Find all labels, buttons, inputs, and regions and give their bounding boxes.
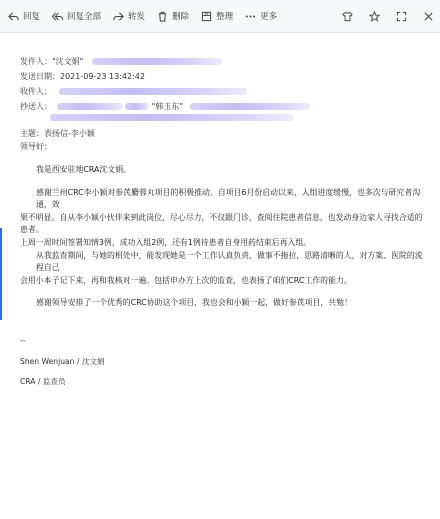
left-accent-bar: [0, 228, 2, 320]
from-name[interactable]: "沈文娟": [52, 57, 84, 66]
mail-toolbar: [0, 0, 440, 33]
organize-icon: [201, 11, 212, 22]
trash-icon: [157, 11, 168, 22]
from-row: [20, 56, 222, 67]
more-icon: [245, 11, 256, 22]
greeting: 领导好：: [20, 142, 52, 151]
delete-label: 删除: [172, 12, 190, 22]
reply-icon: [8, 11, 19, 22]
body-p4: 感谢领导安排了一个优秀的CRC协助这个项目，我也会和小颖一起，做好参芪项目，共勉！: [36, 298, 352, 308]
forward-label: 转发: [128, 12, 146, 22]
cc-row: [20, 101, 310, 112]
redacted-email: [92, 58, 222, 65]
signature-name: Shen Wenjuan / 沈文娟: [20, 357, 105, 366]
redacted-cc-1: [57, 103, 123, 110]
forward-button[interactable]: [113, 6, 145, 26]
subject-text: 表扬信-李小颖: [44, 129, 95, 138]
body-p2-line3: 上周一周时间签署知情3例，成功入组2例，还有1例待患者自身用药结束后再入组。: [20, 237, 312, 247]
signature-separator: --: [20, 336, 26, 345]
star-icon[interactable]: [369, 11, 380, 22]
shirt-icon[interactable]: [342, 11, 353, 22]
redacted-cc-2: [125, 103, 149, 110]
subject-row: [20, 128, 95, 139]
redacted-cc-4: [50, 114, 294, 121]
cc-name[interactable]: "韩玉东": [151, 102, 183, 111]
body-intro: 我是西安驻地CRA沈文娟。: [36, 165, 131, 174]
sent-label: 发送日期：: [20, 72, 60, 81]
close-icon[interactable]: [423, 11, 434, 22]
sent-date: 2021-09-23 13:42:42: [60, 72, 145, 81]
subject-label: 主题：: [20, 129, 44, 138]
redacted-recipient: [59, 88, 247, 95]
from-label: 发件人：: [20, 57, 52, 66]
reply-label: 回复: [23, 12, 41, 22]
cc-label: 抄送人：: [20, 102, 52, 111]
sent-row: [20, 71, 145, 82]
cc-row-2: [50, 113, 294, 122]
more-label: 更多: [260, 12, 278, 22]
body-p3-line1: 从我监查期间，与她的相处中，能发现她是一个工作认真负责、做事不拖拉，思路清晰的人，对方案、医院的流程自己: [36, 250, 423, 273]
delete-button[interactable]: [157, 6, 189, 26]
body-p3-line2: 会用小本子记下来，再和我核对一遍。包括申办方上次的监查，也表扬了咱们CRC工作的能力。: [20, 275, 352, 285]
forward-icon: [113, 11, 124, 22]
reply-button[interactable]: [8, 6, 40, 26]
body-p2-line1: 感谢兰州CRC李小颖对参芪麝蓉丸项目的积极推动。自项目6月份启动以来，入组进度缓慢，也多次与研究者沟通，效: [36, 187, 421, 210]
to-label: 收件人：: [20, 87, 52, 96]
reply-all-icon: [52, 11, 63, 22]
organize-label: 整理: [216, 12, 234, 22]
more-button[interactable]: [245, 6, 277, 26]
to-row: [20, 86, 247, 97]
reply-all-label: 回复全部: [67, 12, 102, 22]
organize-button[interactable]: [201, 6, 233, 26]
expand-icon[interactable]: [396, 11, 407, 22]
body-p2-line2: 果不明显。自从李小颖小伙伴来到此岗位，尽心尽力，不仅跟门诊，查阅住院患者信息，也发动身边家人寻找合适的患者。: [20, 212, 423, 235]
redacted-cc-3: [190, 103, 310, 110]
window-actions: [326, 0, 434, 32]
email-body: [20, 164, 430, 310]
signature-title: CRA / 监查员: [20, 377, 66, 386]
reply-all-button[interactable]: [52, 6, 101, 26]
